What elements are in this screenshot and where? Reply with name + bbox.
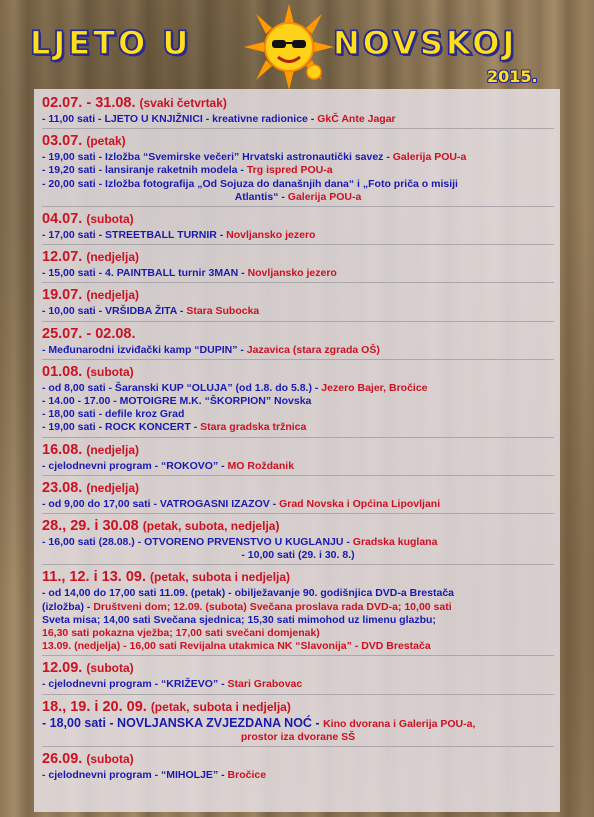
entry-day: (subota) [86, 661, 134, 676]
entry-date: 11., 12. i 13. 09. (petak, subota i nedjelja) [42, 569, 291, 586]
schedule-list [42, 94, 554, 784]
event-line: - 18,00 sati - defile kroz Grad [42, 408, 185, 421]
divider [42, 475, 554, 476]
entry-day: (subota) [86, 364, 134, 379]
divider [42, 437, 554, 438]
divider [42, 206, 554, 207]
schedule-entry [42, 750, 554, 782]
schedule-entry [42, 248, 554, 283]
entry-day: (petak, subota, nedjelja) [142, 519, 280, 534]
entry-day: (nedjelja) [86, 250, 140, 265]
divider [42, 244, 554, 245]
year-label: 2015. [487, 67, 538, 86]
entry-date: 26.09. (subota) [42, 751, 134, 768]
schedule-entry [42, 286, 554, 321]
entry-day: (svaki četvrtak) [139, 96, 227, 110]
event-line: - 19,20 sati - lansiranje raketnih modela - Trg ispred POU-a [42, 164, 333, 177]
schedule-entry [42, 517, 554, 565]
entry-day: (subota) [86, 752, 134, 767]
schedule-entry [42, 698, 554, 747]
event-line: - 16,00 sati (28.08.) - OTVORENO PRVENSTVO U KUGLANJU - Gradska kuglana [42, 536, 438, 549]
entry-date: 28., 29. i 30.08 (petak, subota, nedjelja) [42, 518, 280, 535]
schedule-entry [42, 325, 554, 360]
entry-day: (petak, subota i nedjelja) [150, 699, 291, 714]
entry-date: 16.08. (nedjelja) [42, 441, 140, 458]
event-line: - 19,00 sati - ROCK KONCERT - Stara gradska tržnica [42, 421, 307, 434]
entry-date: 23.08. (nedjelja) [42, 479, 140, 496]
divider [42, 282, 554, 283]
entry-date: 25.07. - 02.08. [42, 325, 136, 342]
entry-day: (nedjelja) [86, 288, 140, 303]
event-line: - 17,00 sati - STREETBALL TURNIR - Novljansko jezero [42, 229, 316, 242]
event-line: - 10,00 sati - VRŠIDBA ŽITA - Stara Subocka [42, 305, 260, 318]
schedule-entry [42, 441, 554, 476]
entry-date: 12.09. (subota) [42, 660, 134, 677]
schedule-entry [42, 94, 554, 129]
event-line: - 18,00 sati - NOVLJANSKA ZVJEZDANA NOĆ - Kino dvorana i Galerija POU-a, [42, 715, 476, 730]
event-line: - 11,00 sati - LJETO U KNJIŽNICI - kreativne radionice - GkČ Ante Jagar [42, 113, 396, 125]
schedule-entry [42, 132, 554, 207]
event-line: - 20,00 sati - Izložba fotografija „Od Sojuza do današnjih dana“ i „Foto priča o misiji [42, 177, 458, 190]
entry-date: 12.07. (nedjelja) [42, 249, 140, 266]
event-line: - od 8,00 sati - Šaranski KUP “OLUJA” (od 1.8. do 5.8.) - Jezero Bajer, Bročice [42, 381, 428, 394]
entry-day: (nedjelja) [86, 442, 140, 457]
event-line: 13.09. (nedjelja) - 16,00 sati Revijalna utakmica NK “Slavonija” - DVD Brestača [42, 640, 431, 653]
entry-date: 02.07. - 31.08. (svaki četvrtak) [42, 95, 227, 111]
schedule-entry [42, 659, 554, 694]
sun-logo-icon [244, 4, 334, 90]
divider [42, 694, 554, 695]
entry-day: (nedjelja) [86, 480, 140, 495]
schedule-entry [42, 568, 554, 656]
event-line: - 14.00 - 17.00 - MOTOIGRE M.K. “ŠKORPION” Novska [42, 395, 312, 408]
divider [42, 513, 554, 514]
divider [42, 321, 554, 322]
event-line: - cjelodnevni program - “ROKOVO” - MO Roždanik [42, 459, 295, 472]
entry-date: 19.07. (nedjelja) [42, 287, 140, 304]
divider [42, 359, 554, 360]
event-line: - 19,00 sati - Izložba “Svemirske večeri” Hrvatski astronautički savez - Galerija POU-a [42, 151, 467, 164]
event-line: - 10,00 sati (29. i 30. 8.) [241, 549, 355, 562]
entry-date: 04.07. (subota) [42, 211, 134, 228]
event-line: prostor iza dvorane SŠ [240, 730, 356, 743]
divider [42, 746, 554, 747]
entry-date: 03.07. (petak) [42, 133, 126, 150]
event-line: 16,30 sati pokazna vježba; 17,00 sati svečani domjenak) [42, 627, 320, 640]
schedule-entry [42, 479, 554, 514]
schedule-entry [42, 210, 554, 245]
divider [42, 655, 554, 656]
event-line: - od 9,00 do 17,00 sati - VATROGASNI IZAZOV - Grad Novska i Općina Lipovljani [42, 497, 441, 510]
schedule-entry [42, 363, 554, 438]
divider [42, 128, 554, 129]
header [0, 0, 594, 95]
event-line: Atlantis“ - Galerija POU-a [234, 190, 362, 203]
event-line: - 15,00 sati - 4. PAINTBALL turnir 3MAN - Novljansko jezero [42, 267, 337, 280]
event-line: - cjelodnevni program - “KRIŽEVO” - Stari Grabovac [42, 678, 303, 691]
event-line: - Međunarodni izviđački kamp “DUPIN” - Jazavica (stara zgrada OŠ) [42, 343, 380, 356]
entry-day: (petak, subota i nedjelja) [150, 570, 291, 585]
divider [42, 564, 554, 565]
event-line: (izložba) - Društveni dom; 12.09. (subota) Svečana proslava rada DVD-a; 10,00 sati [42, 600, 452, 613]
event-line: - od 14,00 do 17,00 sati 11.09. (petak) - obilježavanje 90. godišnjica DVD-a Brestača [42, 587, 455, 600]
entry-date: 18., 19. i 20. 09. (petak, subota i nedjelja) [42, 698, 291, 715]
event-line: - cjelodnevni program - “MIHOLJE” - Bročice [42, 769, 267, 782]
title-word-ljeto-u: LJETO U [30, 24, 192, 62]
entry-date: 01.08. (subota) [42, 363, 134, 380]
title-word-novskoj: NOVSKOJ [333, 24, 518, 62]
entry-day: (subota) [86, 212, 134, 227]
event-line: Sveta misa; 14,00 sati Svečana sjednica; 15,30 sati mimohod uz limenu glazbu; [42, 613, 436, 626]
entry-day: (petak) [86, 134, 126, 149]
